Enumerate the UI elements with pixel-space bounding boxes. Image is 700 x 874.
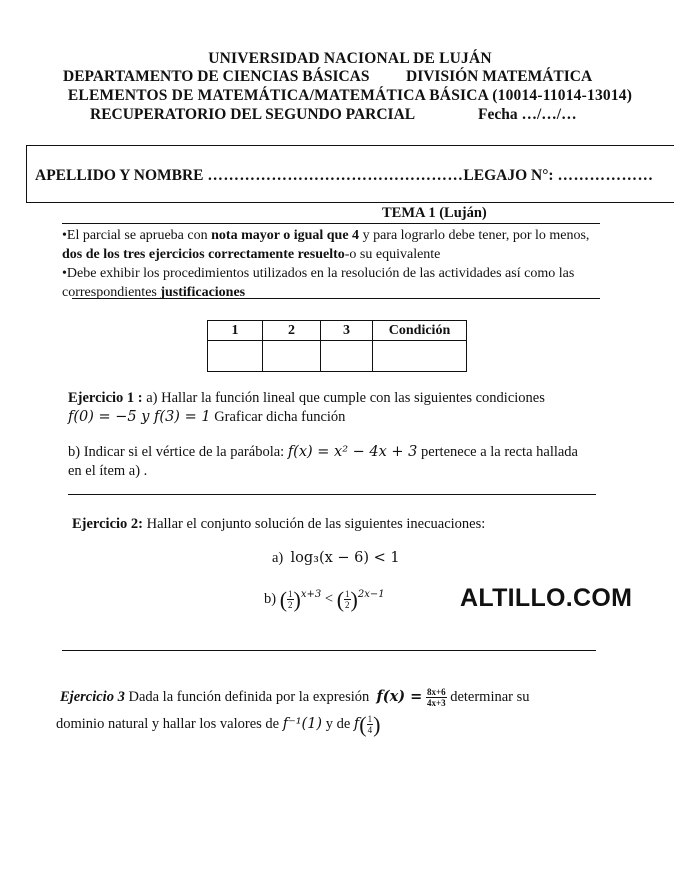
exercise-2-a: a) log₃(x − 6) < 1 (272, 550, 400, 566)
name-label: APELLIDO Y NOMBRE (35, 167, 204, 184)
grade-header-condicion: Condición (373, 321, 467, 341)
exercise-1-a: Ejercicio 1 : a) Hallar la función lineal que cumple con las siguientes condiciones f(0) = −5 y f(3) = 1 Graficar dicha función (68, 390, 545, 425)
legajo-label: LEGAJO N°: (463, 167, 554, 184)
grade-header-1: 1 (208, 321, 263, 341)
grade-header-3: 3 (321, 321, 373, 341)
exercise-2-b: b) ( $\frac{1}{2}$ )$^{x+3}$ < ( $\frac{1}{2}$ )$^{2x-1}$ (264, 587, 385, 612)
grade-cell-2[interactable] (263, 341, 321, 372)
exercise-1-b: b) Indicar si el vértice de la parábola: f(x) = x² − 4x + 3 pertenece a la recta hallada en el ítem a) . (68, 444, 578, 479)
tema-heading: TEMA 1 (Luján) (382, 205, 487, 221)
grade-table (207, 320, 467, 372)
watermark-logo: ALTILLO.COM (460, 584, 633, 612)
division-title: DIVISIÓN MATEMÁTICA (406, 68, 593, 85)
name-field[interactable]: ………………………………………… (207, 167, 464, 184)
divider (62, 650, 596, 651)
instruction-2: •Debe exhibir los procedimientos utilizados en la resolución de las actividades así como las correspondientes justificaciones (62, 266, 575, 300)
grade-cell-3[interactable] (321, 341, 373, 372)
grade-cell-1[interactable] (208, 341, 263, 372)
divider (62, 223, 600, 224)
exercise-3: Ejercicio 3 Dada la función definida por la expresión f(x) = $\frac{8x+6}{4x+3}$ determinar su (60, 687, 530, 709)
exercise-2: Ejercicio 2: Hallar el conjunto solución de las siguientes inecuaciones: (72, 516, 486, 532)
university-title: UNIVERSIDAD NACIONAL DE LUJÁN (208, 50, 492, 67)
exercise-3-line2: dominio natural y hallar los valores de f⁻¹(1) y de f( $\frac{1}{4}$ ) (56, 712, 381, 737)
instruction-1: •El parcial se aprueba con nota mayor o igual que 4 y para lograrlo debe tener, por lo menos, dos de los tres ejercicios correctamente resuelto-o su equivalente (62, 228, 590, 262)
course-title: ELEMENTOS DE MATEMÁTICA/MATEMÁTICA BÁSICA (10014-11014-13014) (67, 87, 633, 104)
grade-cell-condicion[interactable] (373, 341, 467, 372)
exam-title: RECUPERATORIO DEL SEGUNDO PARCIAL (90, 106, 416, 123)
divider (68, 494, 596, 495)
grade-header-2: 2 (263, 321, 321, 341)
divider (72, 298, 600, 299)
student-info-box (26, 145, 674, 203)
date-field: Fecha …/…/… (478, 106, 577, 123)
legajo-field[interactable]: ……………… (557, 167, 654, 184)
department-title: DEPARTAMENTO DE CIENCIAS BÁSICAS (63, 68, 370, 85)
